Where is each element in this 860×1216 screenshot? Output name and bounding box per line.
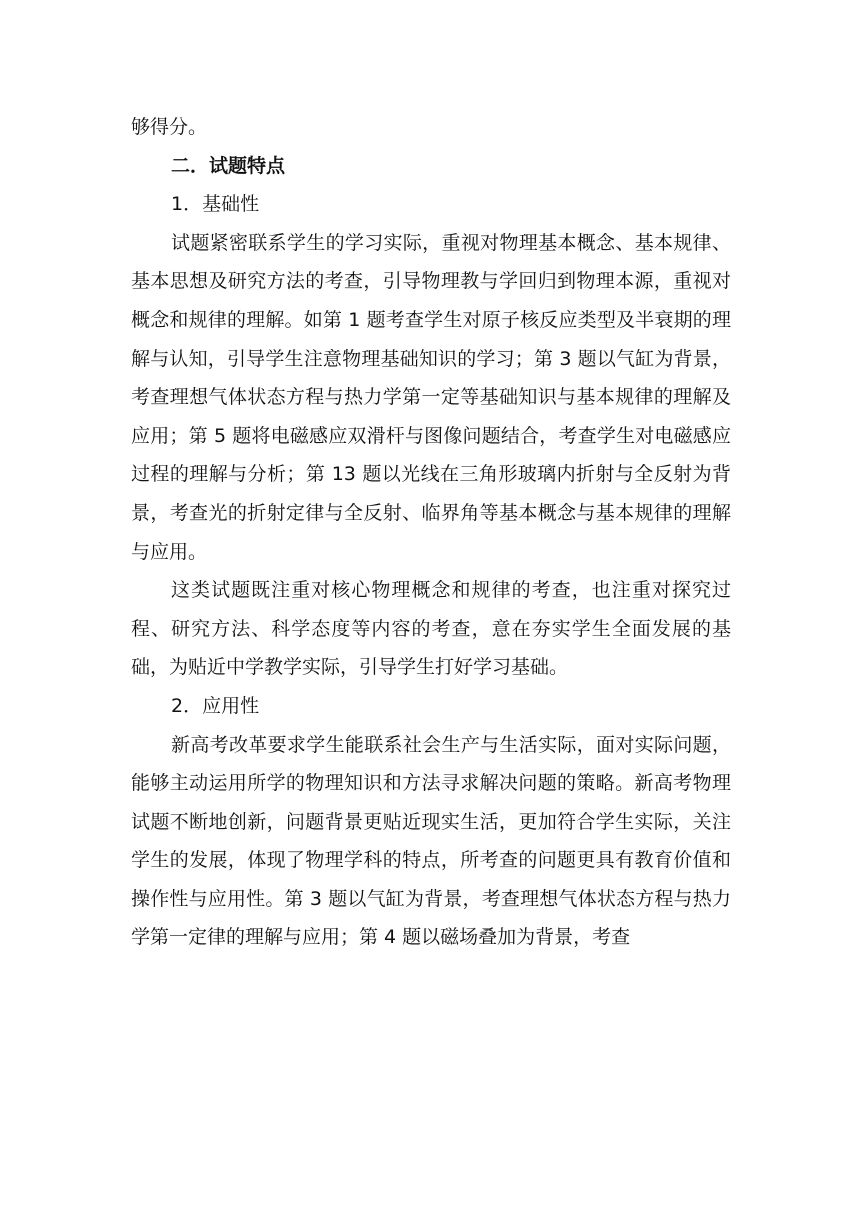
paragraph-applied-details: 新高考改革要求学生能联系社会生产与生活实际，面对实际问题，能够主动运用所学的物理知识和方法寻求解决问题的策略。新高考物理试题不断地创新，问题背景更贴近现实生活，更加符合学生实际，关注学生的发展，体现了物理学科的特点，所考查的问题更具有教育价值和操作性与应用性。第 3 题以气缸为背景，考查理想气体状态方程与热力学第一定律的理解与应用；第 4 题以磁场叠加为背景，考查 bbox=[131, 733, 731, 949]
section-heading: 二．试题特点 bbox=[171, 154, 286, 177]
subheading-basic: 1．基础性 bbox=[171, 193, 260, 216]
paragraph-basic-summary: 这类试题既注重对核心物理概念和规律的考查，也注重对探究过程、研究方法、科学态度等内容的考查，意在夯实学生全面发展的基础，为贴近中学教学实际，引导学生打好学习基础。 bbox=[131, 579, 731, 679]
document-body bbox=[131, 108, 731, 957]
paragraph-basic-details: 试题紧密联系学生的学习实际，重视对物理基本概念、基本规律、基本思想及研究方法的考查，引导物理教与学回归到物理本源，重视对概念和规律的理解。如第 1 题考查学生对原子核反应类型及半衰期的理解与认知，引导学生注意物理基础知识的学习；第 3 题以气缸为背景，考查理想气体状态方程与热力学第一定等基础知识与基本规律的理解及应用；第 5 题将电磁感应双滑杆与图像问题结合，考查学生对电磁感应过程的理解与分析；第 13 题以光线在三角形玻璃内折射与全反射为背景，考查光的折射定律与全反射、临界角等基本概念与基本规律的理解与应用。 bbox=[131, 231, 731, 563]
paragraph-continuation: 够得分。 bbox=[131, 116, 208, 138]
subheading-applied: 2．应用性 bbox=[171, 694, 260, 717]
